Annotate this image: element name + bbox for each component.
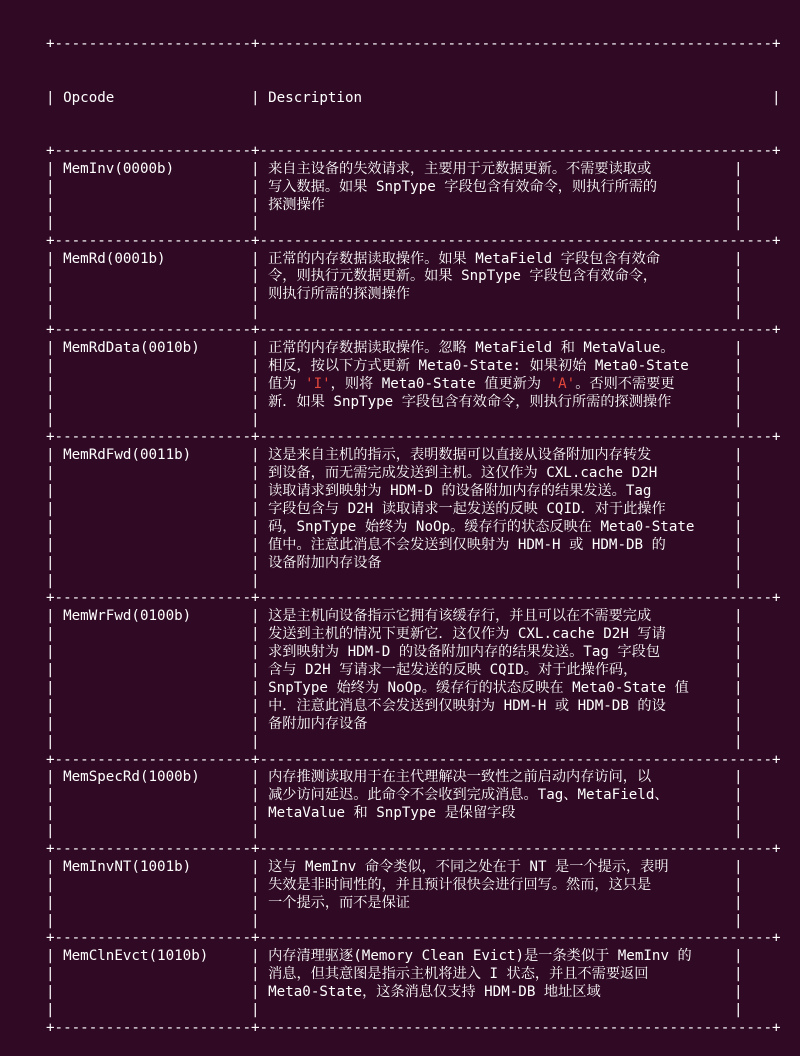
opcode-cell-empty [63, 537, 251, 553]
opcode-cell-empty [63, 573, 251, 589]
opcode-cell: MemInvNT(1001b) [63, 858, 252, 875]
opcode-cell: MemRdData(0010b) [63, 340, 252, 357]
opcode-cell-empty [63, 179, 251, 195]
description-line: 内存推测读取用于在主代理解决一致性之前启动内存访问，以 [268, 769, 652, 786]
opcode-cell-empty [63, 519, 251, 535]
description-line: 设备附加内存设备 [268, 554, 382, 571]
description-line: 探测操作 [268, 196, 325, 213]
description-line: 令，则执行元数据更新。如果 SnpType 字段包含有效命令， [268, 268, 658, 285]
right-border: | [734, 340, 743, 357]
opcode-cell-empty [63, 895, 251, 911]
description-line: 则执行所需的探测操作 [268, 286, 410, 303]
table-border: +-----------------------+------------------------------------------------------------+ [46, 232, 781, 249]
right-border: | [734, 1001, 743, 1018]
description-line: 正常的内存数据读取操作。忽略 MetaField 和 MetaValue。 [268, 340, 675, 357]
right-border: | [734, 984, 743, 1001]
right-border: | [734, 214, 743, 231]
right-border: | [734, 536, 743, 553]
right-border: | [734, 161, 743, 178]
right-border: | [734, 733, 743, 750]
table-border: +-----------------------+------------------------------------------------------------+ [46, 1019, 781, 1036]
right-border: | [734, 304, 743, 321]
description-line: 来自主设备的失效请求，主要用于元数据更新。不需要读取或 [268, 161, 652, 178]
opcode-cell-empty [63, 787, 251, 803]
right-border: | [734, 501, 743, 518]
right-border: | [734, 644, 743, 661]
table-row: | MemRdFwd(0011b) | 这是来自主机的指示，表明数据可以直接从设备附加内存转发 | | | 到设备，而无需完成发送到主机。这仅作为 CXL.cache D2H | | | 读取请求到映射为 HDM-D 的设备附加内存的结果发送。Tag | | | 字段包含与 D2H 读取请求一起发送的反映 CQID．对于此操作 | | | 码，SnpType 始终为 NoOp。缓存行的状态反映在 Meta0-State | | | 值中。注意此消息不会发送到仅映射为 HDM-H 或 HDM-DB 的 | | | 设备附加内存设备 | | | | [46, 447, 743, 589]
description-line: Meta0-State，这条消息仅支持 HDM-DB 地址区域 [268, 984, 601, 1001]
table-border: +-----------------------+------------------------------------------------------------+ [46, 930, 781, 947]
right-border: | [734, 912, 743, 929]
opcode-cell-empty [63, 823, 251, 839]
table-row: | MemInv(0000b) | 来自主设备的失效请求，主要用于元数据更新。不需要读取或 | | | 写入数据。如果 SnpType 字段包含有效命令，则执行所需的 | | | 探测操作 | | | | [46, 161, 743, 231]
opcode-cell-empty [63, 376, 251, 392]
description-line: 到设备，而无需完成发送到主机。这仅作为 CXL.cache D2H [268, 465, 658, 482]
opcode-cell-empty [63, 394, 251, 410]
table-row: | MemWrFwd(0100b) | 这是主机向设备指示它拥有该缓存行，并且可以在不需要完成 | | | 发送到主机的情况下更新它．这仅作为 CXL.cache D2H 写请 | | | 求到映射为 HDM-D 的设备附加内存的结果发送。Tag 字段包 | | | 含与 D2H 写请求一起发送的反映 CQID。对于此操作码， | | | SnpType 始终为 NoOp。缓存行的状态反映在 Meta0-State 值 | | | 中．注意此消息不会发送到仅映射为 HDM-H 或 HDM-DB 的设 | | | 备附加内存设备 | | | | [46, 608, 743, 750]
table-header-row: | Opcode | Description | [46, 89, 781, 106]
opcode-cell-empty [63, 913, 251, 929]
right-border: | [734, 375, 743, 392]
description-line: 减少访问延迟。此命令不会收到完成消息。Tag、MetaField、 [268, 787, 669, 804]
right-border: | [734, 769, 743, 786]
right-border: | [734, 697, 743, 714]
right-border: | [734, 250, 743, 267]
opcode-cell-empty [63, 805, 251, 821]
description-line: 相反，按以下方式更新 Meta0-State: 如果初始 Meta0-State [268, 357, 689, 374]
description-line: 值为 'I'，则将 Meta0-State 值更新为 'A'。否则不需要更 [268, 375, 675, 392]
opcode-cell-empty [63, 304, 251, 320]
table-row: | MemRd(0001b) | 正常的内存数据读取操作。如果 MetaField 字段包含有效命 | | | 令，则执行元数据更新。如果 SnpType 字段包含有效命令， | | | 则执行所需的探测操作 | | | | [46, 250, 743, 321]
right-border: | [734, 787, 743, 804]
opcode-cell-empty [63, 644, 251, 660]
description-line: 一个提示，而不是保证 [268, 894, 410, 911]
right-border: | [734, 823, 743, 840]
description-line: 失效是非时间性的，并且预计很快会进行回写。然而，这只是 [268, 876, 652, 893]
table-border: +-----------------------+------------------------------------------------------------+ [46, 429, 781, 446]
right-border: | [734, 393, 743, 410]
description-line: MetaValue 和 SnpType 是保留字段 [268, 805, 516, 822]
terminal-output [46, 0, 800, 1056]
description-line: 新．如果 SnpType 字段包含有效命令，则执行所需的探测操作 [268, 393, 672, 410]
opcode-cell: MemRd(0001b) [63, 250, 252, 267]
description-line: 备附加内存设备 [268, 715, 368, 732]
right-border: | [734, 894, 743, 911]
opcode-cell-empty [63, 734, 251, 750]
table-border: +-----------------------+------------------------------------------------------------+ [46, 143, 781, 160]
opcode-cell-empty [63, 662, 251, 678]
description-line: 这与 MemInv 命令类似，不同之处在于 NT 是一个提示，表明 [268, 858, 669, 875]
opcode-cell: MemWrFwd(0100b) [63, 608, 252, 625]
right-border: | [734, 626, 743, 643]
state-highlight: 'I' [305, 375, 331, 392]
opcode-cell: MemInv(0000b) [63, 161, 252, 178]
right-border: | [734, 572, 743, 589]
description-line: 求到映射为 HDM-D 的设备附加内存的结果发送。Tag 字段包 [268, 644, 661, 661]
right-border: | [734, 679, 743, 696]
right-border: | [734, 662, 743, 679]
opcode-cell-empty [63, 698, 251, 714]
description-line: 字段包含与 D2H 读取请求一起发送的反映 CQID．对于此操作 [268, 501, 666, 518]
right-border: | [734, 518, 743, 535]
opcode-cell-empty [63, 483, 251, 499]
right-border: | [734, 179, 743, 195]
description-line: 中．注意此消息不会发送到仅映射为 HDM-H 或 HDM-DB 的设 [268, 697, 666, 714]
opcode-cell-empty [63, 465, 251, 481]
right-border: | [734, 876, 743, 893]
opcode-cell-empty [63, 966, 251, 982]
description-line: SnpType 始终为 NoOp。缓存行的状态反映在 Meta0-State 值 [268, 679, 689, 696]
right-border: | [734, 858, 743, 875]
description-line: 这是来自主机的指示，表明数据可以直接从设备附加内存转发 [268, 447, 652, 464]
description-line: 正常的内存数据读取操作。如果 MetaField 字段包含有效命 [268, 250, 661, 267]
right-border: | [734, 268, 743, 285]
opcode-cell-empty [63, 197, 251, 213]
opcode-cell-empty [63, 268, 251, 284]
table-row: | MemRdData(0010b) | 正常的内存数据读取操作。忽略 MetaField 和 MetaValue。 | | | 相反，按以下方式更新 Meta0-State: 如果初始 Meta0-State | | | 值为 'I'，则将 Meta0-State 值更新为 'A'。否则不需要更 | | | 新．如果 SnpType 字段包含有效命令，则执行所需的探测操作 | | | | [46, 340, 743, 428]
right-border: | [734, 286, 743, 303]
column-header-description: Description [268, 89, 363, 106]
table-border: +-----------------------+------------------------------------------------------------+ [46, 590, 781, 607]
right-border: | [734, 966, 743, 983]
description-line: 码，SnpType 始终为 NoOp。缓存行的状态反映在 Meta0-State [268, 518, 695, 535]
description-line: 内存清理驱逐(Memory Clean Evict)是一条类似于 MemInv 的 [268, 948, 692, 965]
right-border: | [734, 608, 743, 625]
right-border: | [734, 948, 743, 965]
description-line: 读取请求到映射为 HDM-D 的设备附加内存的结果发送。Tag [268, 483, 652, 500]
opcode-cell: MemClnEvct(1010b) [63, 948, 252, 965]
opcode-cell-empty [63, 501, 251, 517]
opcode-cell-empty [63, 358, 251, 374]
opcode-cell-empty [63, 877, 251, 893]
column-header-opcode: Opcode [63, 89, 115, 106]
opcode-cell-empty [63, 716, 251, 732]
opcode-cell-empty [63, 215, 251, 231]
description-line: 消息，但其意图是指示主机将进入 I 状态，并且不需要返回 [268, 966, 649, 983]
opcode-cell-empty [63, 555, 251, 571]
state-highlight: 'A' [549, 375, 576, 392]
right-border: | [734, 447, 743, 464]
opcode-cell-empty [63, 1002, 251, 1018]
description-line: 这是主机向设备指示它拥有该缓存行，并且可以在不需要完成 [268, 608, 652, 625]
right-border: | [734, 554, 743, 571]
table-row: | MemClnEvct(1010b) | 内存清理驱逐(Memory Clean Evict)是一条类似于 MemInv 的 | | | 消息，但其意图是指示主机将进入 I 状态，并且不需要返回 | | | Meta0-State，这条消息仅支持 HDM-DB 地址区域 | | | | [46, 948, 743, 1018]
right-border: | [734, 357, 743, 374]
opcode-cell-empty [63, 626, 251, 642]
right-border: | [734, 196, 743, 213]
description-line: 值中。注意此消息不会发送到仅映射为 HDM-H 或 HDM-DB 的 [268, 536, 666, 553]
right-border: | [734, 483, 743, 500]
table-border: +-----------------------+------------------------------------------------------------+ [46, 35, 781, 52]
opcode-cell: MemSpecRd(1000b) [63, 769, 252, 786]
right-border: | [734, 805, 743, 822]
opcode-cell: MemRdFwd(0011b) [63, 447, 252, 464]
opcode-cell-empty [63, 984, 251, 1000]
right-border: | [734, 465, 743, 482]
table-border: +-----------------------+------------------------------------------------------------+ [46, 751, 781, 768]
opcode-cell-empty [63, 412, 251, 428]
table-body [46, 143, 800, 1038]
description-line: 写入数据。如果 SnpType 字段包含有效命令，则执行所需的 [268, 179, 658, 195]
right-border: | [734, 411, 743, 428]
opcode-cell-empty [63, 286, 251, 302]
table-row: | MemInvNT(1001b) | 这与 MemInv 命令类似，不同之处在于 NT 是一个提示，表明 | | | 失效是非时间性的，并且预计很快会进行回写。然而，这只是 | | | 一个提示，而不是保证 | | | | [46, 858, 743, 929]
description-line: 发送到主机的情况下更新它．这仅作为 CXL.cache D2H 写请 [268, 626, 666, 643]
table-border: +-----------------------+------------------------------------------------------------+ [46, 840, 781, 857]
right-border: | [734, 715, 743, 732]
table-row: | MemSpecRd(1000b) | 内存推测读取用于在主代理解决一致性之前启动内存访问，以 | | | 减少访问延迟。此命令不会收到完成消息。Tag、MetaField、 | | | MetaValue 和 SnpType 是保留字段 | | | | [46, 769, 743, 840]
description-line: 含与 D2H 写请求一起发送的反映 CQID。对于此操作码， [268, 662, 638, 679]
opcode-cell-empty [63, 680, 251, 696]
table-border: +-----------------------+------------------------------------------------------------+ [46, 322, 781, 339]
